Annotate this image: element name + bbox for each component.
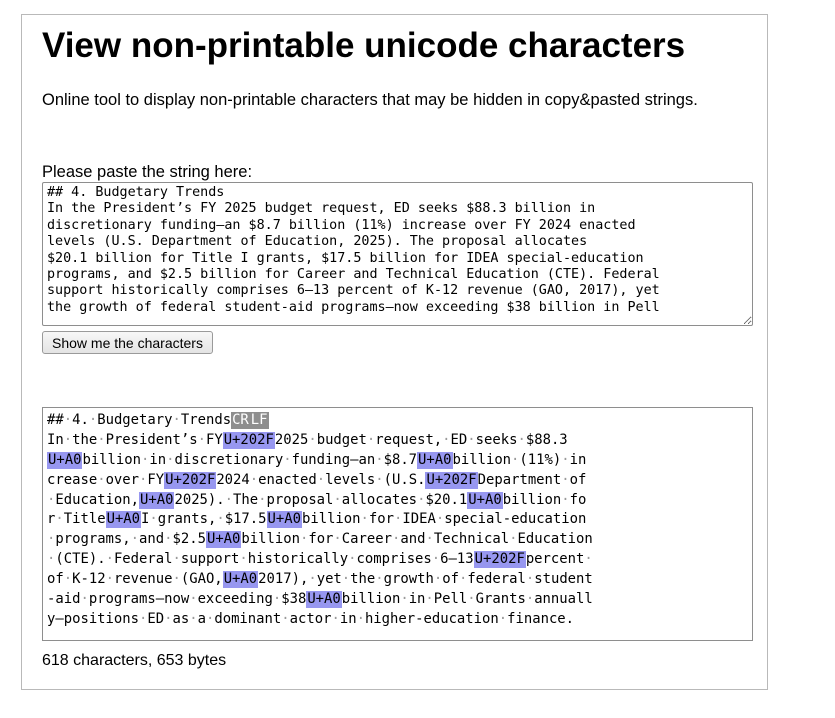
output-line: ·(CTE).·Federal·support·historically·comprises·6–13U+202Fpercent· [47,551,593,568]
unicode-badge: U+A0 [206,531,241,548]
unicode-badge: U+A0 [106,511,141,528]
unicode-badge: U+A0 [267,511,301,528]
unicode-badge: U+202F [474,551,525,568]
unicode-badge: U+A0 [468,491,502,508]
output-line: y—positions·ED·as·a·dominant·actor·in·higher-education·finance. [47,610,575,627]
input-label: Please paste the string here: [42,163,253,181]
unicode-badge: U+A0 [140,491,174,508]
output-line: of·K-12·revenue·(GAO,U+A02017),·yet·the·growth·of·federal·student [47,571,593,588]
page-title: View non-printable unicode characters [42,26,686,65]
string-input[interactable] [42,182,753,326]
control-char-badge: LF [250,412,268,428]
output-line: U+A0billion·in·discretionary·funding—an·$8.7U+A0billion·(11%)·in [48,451,587,468]
unicode-badge: U+A0 [48,451,82,468]
output-line: r·TitleU+A0I·grants,·$17.5U+A0billion·for·IDEA·special-education [47,511,587,528]
unicode-badge: U+202F [223,431,274,448]
output-line: crease·over·FYU+202F2024·enacted·levels·(U.S.U+202FDepartment·of [47,471,587,488]
unicode-badge: U+A0 [223,571,258,588]
output-line: -aid·programs—now·exceeding·$38U+A0billion·in·Pell·Grants·annuall [47,591,593,608]
character-stats: 618 characters, 653 bytes [42,652,227,669]
unicode-badge: U+202F [165,471,216,488]
character-output [42,407,753,641]
output-line: ·Education,U+A02025).·The·proposal·allocates·$20.1U+A0billion·fo [47,491,587,508]
control-char-badge: CR [232,412,249,428]
output-line: ##·4.·Budgetary·TrendsCR LF [47,412,268,428]
output-line: In·the·President’s·FYU+202F2025·budget·request,·ED·seeks·$88.3 [47,431,568,448]
unicode-badge: U+202F [426,471,477,488]
unicode-badge: U+A0 [307,591,341,608]
output-line: ·programs,·and·$2.5U+A0billion·for·Career·and·Technical·Education [47,531,593,548]
unicode-badge: U+A0 [418,451,452,468]
page-subtitle: Online tool to display non-printable characters that may be hidden in copy&pasted strings. [42,91,698,109]
show-characters-button[interactable]: Show me the characters [42,331,213,354]
